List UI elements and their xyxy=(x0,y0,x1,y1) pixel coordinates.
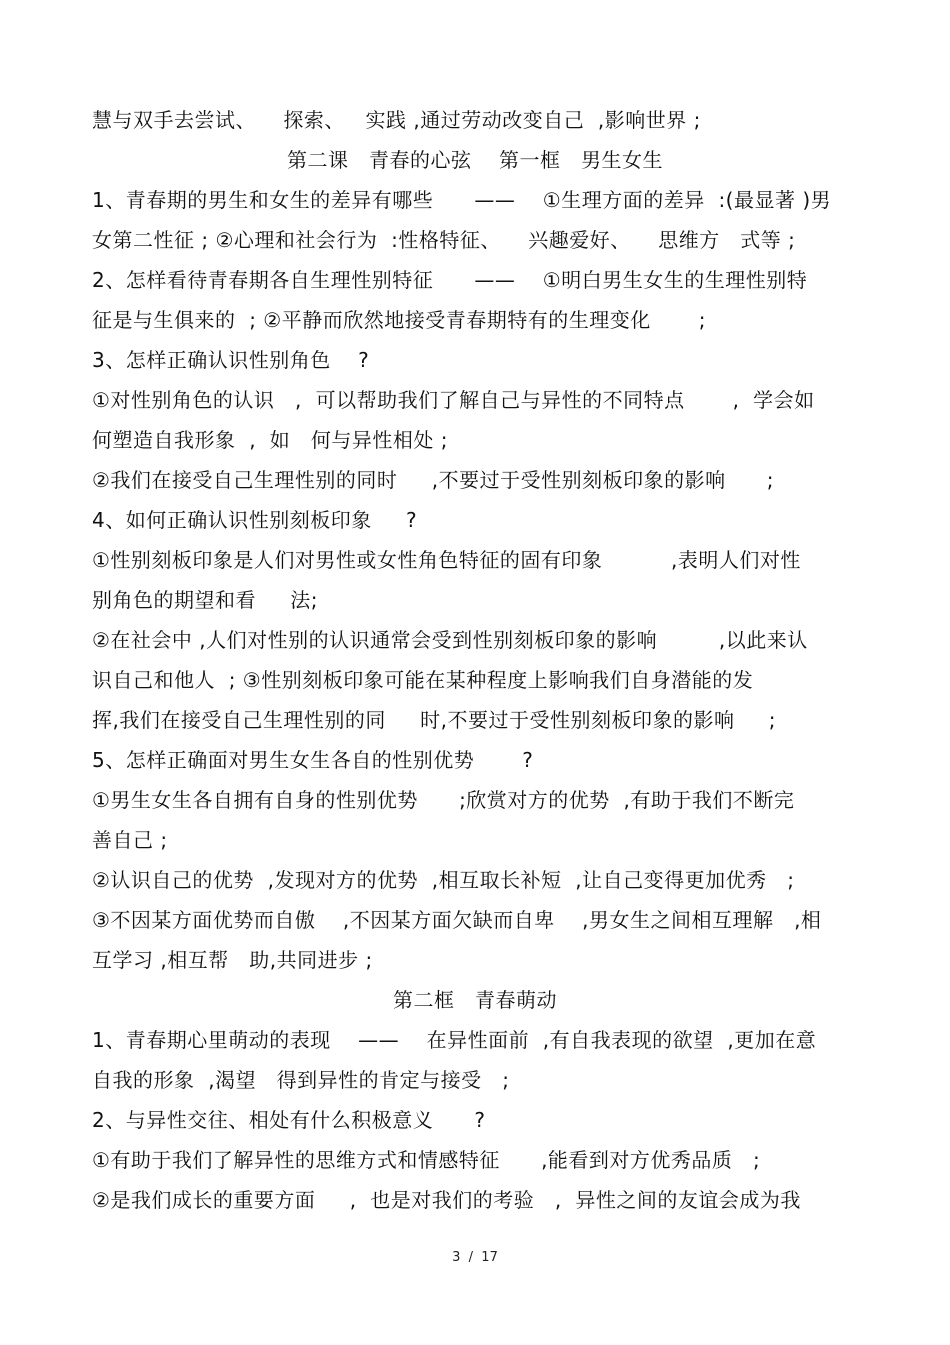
text-line: ③不因某方面优势而自傲 ,不因某方面欠缺而自卑 ,男女生之间相互理解 ,相 xyxy=(92,908,822,932)
text-line: 2、怎样看待青春期各自生理性别特征 —— ①明白男生女生的生理性别特 xyxy=(92,268,808,292)
text-line: 别角色的期望和看 法; xyxy=(92,588,319,612)
page-number: 3 / 17 xyxy=(452,1250,498,1265)
text-line: ②认识自己的优势 ,发现对方的优势 ,相互取长补短 ,让自己变得更加优秀 ; xyxy=(92,868,795,892)
text-line: ①男生女生各自拥有自身的性别优势 ;欣赏对方的优势 ,有助于我们不断完 xyxy=(92,788,795,812)
text-line: 1、青春期心里萌动的表现 —— 在异性面前 ,有自我表现的欲望 ,更加在意 xyxy=(92,1028,817,1052)
text-line: 慧与双手去尝试、 探索、 实践 ,通过劳动改变自己 ,影响世界 ; xyxy=(92,108,701,132)
text-line: 女第二性征 ; ②心理和社会行为 :性格特征、 兴趣爱好、 思维方 式等 ; xyxy=(92,228,796,252)
text-line: 识自己和他人 ; ③性别刻板印象可能在某种程度上影响我们自身潜能的发 xyxy=(92,668,754,692)
text-line: ①对性别角色的认识 , 可以帮助我们了解自己与异性的不同特点 , 学会如 xyxy=(92,388,815,412)
lesson-heading: 第二课 青春的心弦 第一框 男生女生 xyxy=(286,148,664,172)
text-line: 5、怎样正确面对男生女生各自的性别优势 ? xyxy=(92,748,534,772)
text-line: 互学习 ,相互帮 助,共同进步 ; xyxy=(92,948,373,972)
text-line: ②在社会中 ,人们对性别的认识通常会受到性别刻板印象的影响 ,以此来认 xyxy=(92,628,808,652)
text-line: 征是与生俱来的 ; ②平静而欣然地接受青春期特有的生理变化 ; xyxy=(92,308,706,332)
text-line: ②是我们成长的重要方面 , 也是对我们的考验 , 异性之间的友谊会成为我 xyxy=(92,1188,801,1212)
text-line: ①有助于我们了解异性的思维方式和情感特征 ,能看到对方优秀品质 ; xyxy=(92,1148,761,1172)
text-line: 善自己 ; xyxy=(92,828,168,852)
text-line: 4、如何正确认识性别刻板印象 ? xyxy=(92,508,418,532)
text-line: 挥,我们在接受自己生理性别的同 时,不要过于受性别刻板印象的影响 ; xyxy=(92,708,777,732)
text-line: 2、与异性交往、相处有什么积极意义 ? xyxy=(92,1108,486,1132)
section-heading: 第二框 青春萌动 xyxy=(392,988,558,1012)
text-line: 1、青春期的男生和女生的差异有哪些 —— ①生理方面的差异 :(最显著 )男 xyxy=(92,188,832,212)
text-line: 何塑造自我形象 , 如 何与异性相处 ; xyxy=(92,428,448,452)
text-line: ①性别刻板印象是人们对男性或女性角色特征的固有印象 ,表明人们对性 xyxy=(92,548,801,572)
text-line: 3、怎样正确认识性别角色 ? xyxy=(92,348,370,372)
text-line: 自我的形象 ,渴望 得到异性的肯定与接受 ; xyxy=(92,1068,510,1092)
text-line: ②我们在接受自己生理性别的同时 ,不要过于受性别刻板印象的影响 ; xyxy=(92,468,774,492)
